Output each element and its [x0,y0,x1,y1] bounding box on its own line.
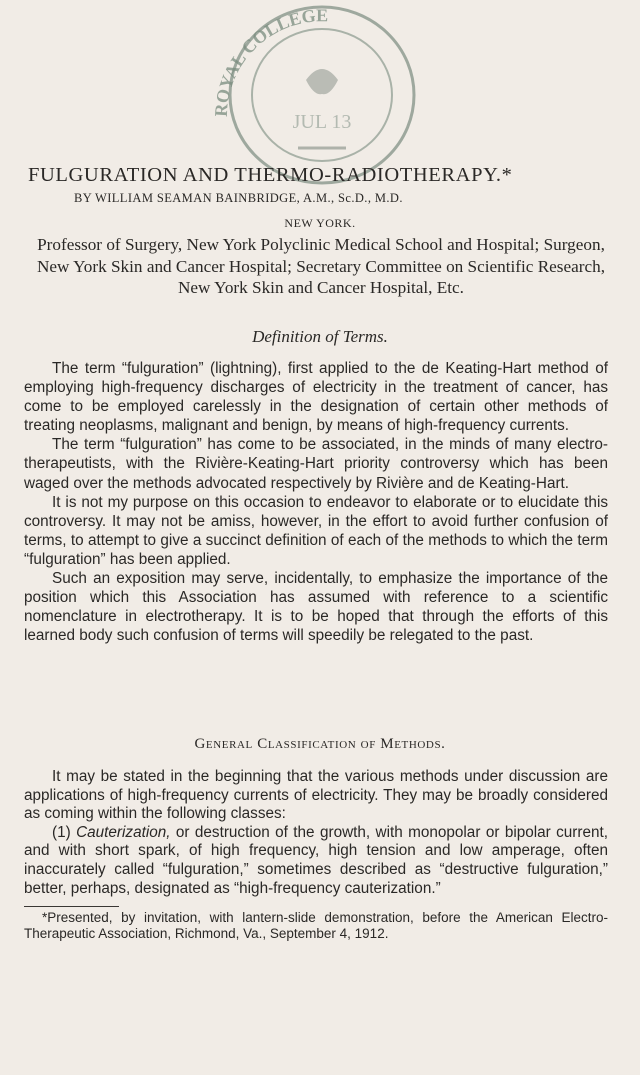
section-heading-definition: Definition of Terms. [252,327,388,346]
paragraph: It may be stated in the beginning that the various methods under discussion are applications of high-frequency currents of electricity. They may be broadly considered as coming within the following classes: [24,768,608,823]
list-item [24,824,608,898]
author-location: NEW YORK. [284,216,356,230]
paragraph: It is not my purpose on this occasion to endeavor to elaborate or to elucidate this controversy. It may not be amiss, however, in the effort to avoid further confusion of terms, to attempt to give a succinct definition of each of the methods to which the term “fulguration” has been applied. [24,493,608,568]
item-term: Cauterization, [76,823,171,841]
footnote-divider [24,906,119,907]
item-text: or destruction of the growth, with monopolar or bipolar current, and with short spark, of high frequency, high tension and low amperage, often inaccurately called “fulguration,” sometimes described as “destructive fulguration,” better, perhaps, designated as “high-frequency cauterization.” [24,823,608,897]
item-number: (1) [52,823,71,841]
section-body-classification [24,768,608,898]
library-stamp [188,0,456,190]
article-title: FULGURATION AND THERMO-RADIOTHERAPY.* [28,164,513,186]
stamp-date: JUL 13 [292,111,352,133]
paragraph: The term “fulguration” (lightning), first applied to the de Keating-Hart method of employing high-frequency discharges of electricity in the treatment of cancer, has come to be employed carelessly in the designation of certain other methods of treating neoplasms, malignant and benign, by means of high-frequency currents. [24,360,608,435]
section-heading-classification: General Classification of Methods. [194,736,446,752]
author-byline: BY WILLIAM SEAMAN BAINBRIDGE, A.M., Sc.D., M.D. [74,191,403,205]
footnote-text: *Presented, by invitation, with lantern-slide demonstration, before the American Electro-Therapeutic Association, Richmond, Va., September 4, 1912. [24,910,608,941]
paragraph: The term “fulguration” has come to be associated, in the minds of many electro-therapeutists, with the Rivière-Keating-Hart priority controversy which has been waged over the methods advocated respectively by Rivière and de Keating-Hart. [24,436,608,492]
stamp-outer-text: ROYAL COLLEGE [210,5,329,118]
footnote [24,910,608,942]
svg-text:ROYAL COLLEGE [211,5,328,117]
section-body-definition [24,359,608,645]
paragraph: Such an exposition may serve, incidentally, to emphasize the importance of the position which this Association has assumed with reference to a scientific nomenclature in electrotherapy. It is to be hoped that through the efforts of this learned body such confusion of terms will speedily be relegated to the past. [24,570,608,645]
author-affiliation: Professor of Surgery, New York Polyclinic Medical School and Hospital; Surgeon, New York Skin and Cancer Hospital; Secretary Committee on Scientific Research, New York Skin and Cancer Hospital, Etc. [36,235,605,297]
